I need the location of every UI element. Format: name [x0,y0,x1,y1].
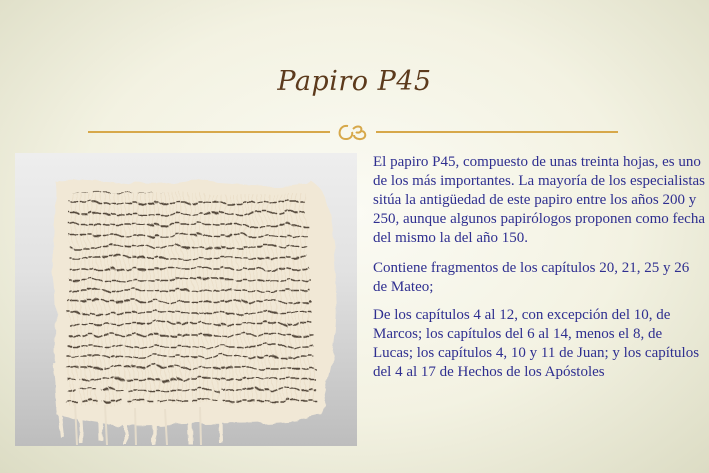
divider-line-left [88,131,330,133]
slide-body-text [373,153,705,391]
papyrus-photo [15,153,357,446]
paragraph-others: De los capítulos 4 al 12, con excepción del 10, de Marcos; los capítulos del 6 al 14, menos el 8, de Lucas; los capítulos 4, 10 y 11 de Juan; y los capítulos del 4 al 17 de Hechos de los Apóstoles [373,307,700,380]
divider-line-right [376,131,618,133]
slide-title: Papiro P45 [277,66,432,97]
papyrus-fragment-image [15,153,357,446]
flourish-icon [334,122,374,144]
paragraph-intro: El papiro P45, compuesto de unas treinta hojas, es uno de los más importantes. La mayoría de los especialistas sitúa la antigüedad de este papiro entre los años 200 y 250, aunque algunos papirólogos proponen como fecha del mismo la del año 150. [373,154,705,246]
title-divider [88,122,618,144]
paragraph-mateo: Contiene fragmentos de los capítulos 20, 21, 25 y 26 de Mateo; [373,260,690,295]
